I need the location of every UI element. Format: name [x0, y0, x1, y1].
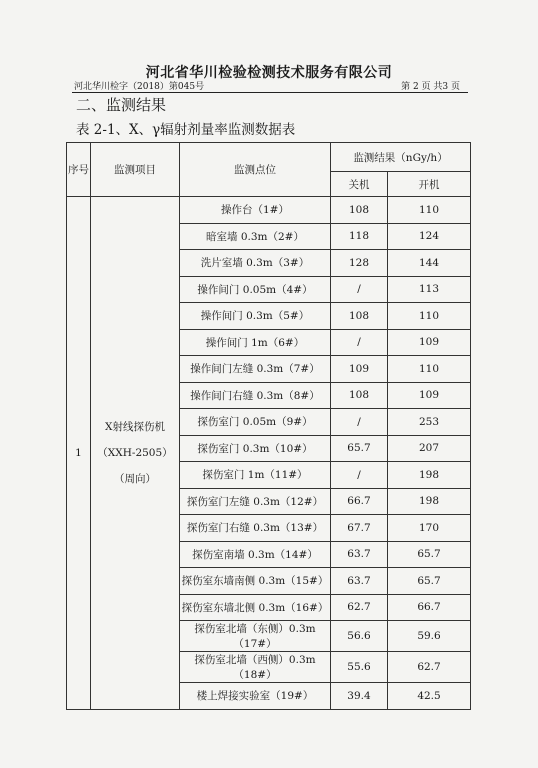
header-result: 监测结果（nGy/h）	[331, 143, 471, 172]
on-cell: 198	[388, 462, 471, 489]
on-cell: 42.5	[388, 683, 471, 710]
table-caption: 表 2-1、X、γ辐射剂量率监测数据表	[76, 122, 296, 138]
off-cell: 109	[331, 356, 388, 383]
header-off: 关机	[331, 172, 388, 197]
point-cell: 操作台（1#）	[180, 197, 331, 224]
header-on: 开机	[388, 172, 471, 197]
off-cell: 67.7	[331, 515, 388, 542]
off-cell: 108	[331, 197, 388, 224]
header-rule	[72, 92, 468, 93]
on-cell: 144	[388, 250, 471, 277]
off-cell: 63.7	[331, 541, 388, 568]
on-cell: 110	[388, 197, 471, 224]
company-name: 河北省华川检验检测技术服务有限公司	[145, 65, 393, 81]
point-cell: 操作间门 1m（6#）	[180, 329, 331, 356]
off-cell: 39.4	[331, 683, 388, 710]
table-body	[67, 197, 471, 710]
item-line: （XXH-2505）	[97, 446, 173, 459]
off-cell: /	[331, 409, 388, 436]
item-line: X射线探伤机	[105, 420, 165, 433]
point-cell: 探伤室门 0.3m（10#）	[180, 435, 331, 462]
on-cell: 207	[388, 435, 471, 462]
off-cell: 118	[331, 223, 388, 250]
point-cell: 探伤室东墙南侧 0.3m（15#）	[180, 568, 331, 595]
on-cell: 170	[388, 515, 471, 542]
point-cell: 探伤室北墙（西侧）0.3m（18#）	[180, 652, 331, 683]
point-cell: 洗片室墙 0.3m（3#）	[180, 250, 331, 277]
on-cell: 253	[388, 409, 471, 436]
report-number: 河北华川检字（2018）第045号	[74, 82, 205, 92]
header-seq	[67, 143, 91, 197]
on-cell: 66.7	[388, 594, 471, 621]
off-cell: 108	[331, 382, 388, 409]
point-cell: 操作间门 0.3m（5#）	[180, 303, 331, 330]
on-cell: 59.6	[388, 621, 471, 652]
on-cell: 110	[388, 303, 471, 330]
on-cell: 62.7	[388, 652, 471, 683]
on-cell: 109	[388, 382, 471, 409]
off-cell: 56.6	[331, 621, 388, 652]
off-cell: /	[331, 462, 388, 489]
off-cell: 55.6	[331, 652, 388, 683]
point-cell: 探伤室东墙北侧 0.3m（16#）	[180, 594, 331, 621]
off-cell: 65.7	[331, 435, 388, 462]
table-row	[67, 197, 471, 224]
item-line: （周向）	[114, 472, 156, 485]
point-cell: 楼上焊接实验室（19#）	[180, 683, 331, 710]
off-cell: /	[331, 329, 388, 356]
point-cell: 探伤室门左缝 0.3m（12#）	[180, 488, 331, 515]
on-cell: 110	[388, 356, 471, 383]
off-cell: 66.7	[331, 488, 388, 515]
off-cell: 108	[331, 303, 388, 330]
point-cell: 探伤室门右缝 0.3m（13#）	[180, 515, 331, 542]
header-seq-label: 序号	[68, 163, 89, 176]
section-title: 二、监测结果	[76, 96, 167, 114]
point-cell: 暗室墙 0.3m（2#）	[180, 223, 331, 250]
point-cell: 操作间门右缝 0.3m（8#）	[180, 382, 331, 409]
point-cell: 探伤室门 1m（11#）	[180, 462, 331, 489]
point-cell: 操作间门 0.05m（4#）	[180, 276, 331, 303]
off-cell: 62.7	[331, 594, 388, 621]
point-cell: 探伤室北墙（东侧）0.3m（17#）	[180, 621, 331, 652]
page-indicator: 第 2 页 共3 页	[401, 82, 460, 92]
point-cell: 探伤室门 0.05m（9#）	[180, 409, 331, 436]
item-cell	[91, 197, 180, 710]
header-item: 监测项目	[91, 143, 180, 197]
off-cell: /	[331, 276, 388, 303]
point-cell: 探伤室南墙 0.3m（14#）	[180, 541, 331, 568]
monitoring-table	[66, 142, 471, 710]
on-cell: 65.7	[388, 568, 471, 595]
off-cell: 63.7	[331, 568, 388, 595]
header-point: 监测点位	[180, 143, 331, 197]
on-cell: 198	[388, 488, 471, 515]
off-cell: 128	[331, 250, 388, 277]
seq-cell: 1	[67, 197, 91, 710]
on-cell: 113	[388, 276, 471, 303]
on-cell: 124	[388, 223, 471, 250]
on-cell: 65.7	[388, 541, 471, 568]
point-cell: 操作间门左缝 0.3m（7#）	[180, 356, 331, 383]
on-cell: 109	[388, 329, 471, 356]
